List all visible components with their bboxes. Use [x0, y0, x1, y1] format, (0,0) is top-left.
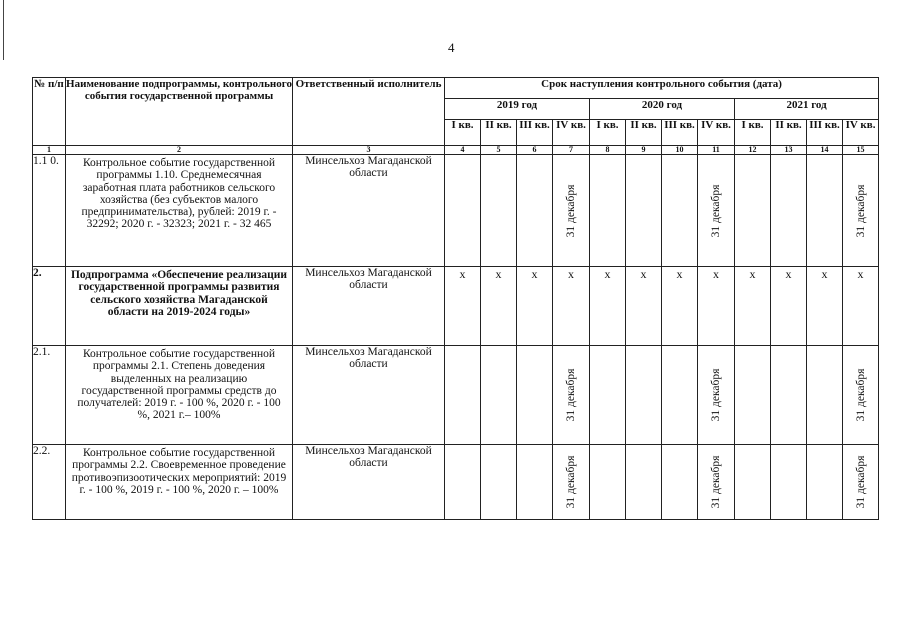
- column-number: 9: [626, 146, 662, 155]
- quarter-cell: [445, 346, 481, 445]
- header-quarter: III кв.: [517, 120, 553, 146]
- date-label: 31 декабря: [710, 455, 722, 509]
- date-label: 31 декабря: [854, 368, 867, 422]
- quarter-cell: [698, 445, 735, 520]
- table-row: [33, 155, 879, 267]
- scan-edge-line: [3, 0, 4, 60]
- quarter-cell: [843, 445, 879, 520]
- quarter-cell: х: [553, 267, 590, 346]
- header-executor: Ответственный исполнитель: [293, 78, 445, 146]
- quarter-cell: [771, 346, 807, 445]
- header-quarter: III кв.: [662, 120, 698, 146]
- header-name: Наименование подпрограммы, контрольного события государственной программы: [66, 78, 293, 146]
- header-quarter: IV кв.: [698, 120, 735, 146]
- header-quarter: I кв.: [590, 120, 626, 146]
- column-number: 12: [735, 146, 771, 155]
- header-term: Срок наступления контрольного события (дата): [445, 78, 879, 99]
- column-number: 2: [66, 146, 293, 155]
- column-number: 13: [771, 146, 807, 155]
- row-name: Контрольное событие государственной программы 1.10. Среднемесячная заработная плата работников сельского хозяйства (без субъектов малого предпринимательства), рублей: 2019 г. - 32292; 2020 г. - 32323; 2021 г. - 32 465: [66, 155, 293, 267]
- column-number: 3: [293, 146, 445, 155]
- date-label: 31 декабря: [565, 368, 577, 422]
- header-quarter: I кв.: [445, 120, 481, 146]
- header-year-2020: 2020 год: [590, 99, 735, 120]
- header-quarter: III кв.: [807, 120, 843, 146]
- quarter-cell: [698, 346, 735, 445]
- quarter-cell: [626, 445, 662, 520]
- quarter-cell: [553, 155, 590, 267]
- column-number: 5: [481, 146, 517, 155]
- quarter-cell: [662, 155, 698, 267]
- quarter-cell: [735, 445, 771, 520]
- header-year-2021: 2021 год: [735, 99, 879, 120]
- row-name: Контрольное событие государственной программы 2.1. Степень доведения выделенных на реализацию государственной программы средств до получателей: 2019 г. - 100 %, 2020 г. - 100 %, 2021 г.– 100%: [66, 346, 293, 445]
- quarter-cell: [626, 346, 662, 445]
- column-number: 11: [698, 146, 735, 155]
- header-quarter: II кв.: [626, 120, 662, 146]
- date-label: 31 декабря: [565, 455, 577, 509]
- quarter-cell: [553, 346, 590, 445]
- row-executor: Минсельхоз Магаданской области: [293, 267, 445, 346]
- quarter-cell: [517, 155, 553, 267]
- quarter-cell: х: [590, 267, 626, 346]
- row-executor: Минсельхоз Магаданской области: [293, 445, 445, 520]
- header-quarter: I кв.: [735, 120, 771, 146]
- quarter-cell: [481, 155, 517, 267]
- column-number: 1: [33, 146, 66, 155]
- quarter-cell: х: [662, 267, 698, 346]
- quarter-cell: х: [735, 267, 771, 346]
- quarter-cell: [445, 445, 481, 520]
- control-events-table: [32, 77, 879, 520]
- column-number: 15: [843, 146, 879, 155]
- header-quarter: IV кв.: [553, 120, 590, 146]
- column-number: 14: [807, 146, 843, 155]
- quarter-cell: [590, 445, 626, 520]
- quarter-cell: [771, 155, 807, 267]
- row-name: Контрольное событие государственной программы 2.2. Своевременное проведение противоэпизоотических мероприятий: 2019 г. - 100 %, 2019 г. - 100 %, 2020 г. – 100%: [66, 445, 293, 520]
- quarter-cell: х: [698, 267, 735, 346]
- row-number: 2.: [33, 267, 66, 346]
- date-label: 31 декабря: [710, 184, 722, 237]
- quarter-cell: х: [517, 267, 553, 346]
- quarter-cell: [807, 155, 843, 267]
- column-number: 4: [445, 146, 481, 155]
- quarter-cell: [662, 346, 698, 445]
- column-number: 6: [517, 146, 553, 155]
- quarter-cell: [735, 155, 771, 267]
- quarter-cell: [590, 155, 626, 267]
- quarter-cell: [590, 346, 626, 445]
- quarter-cell: [807, 445, 843, 520]
- header-quarter: II кв.: [481, 120, 517, 146]
- quarter-cell: х: [445, 267, 481, 346]
- row-number: 2.2.: [33, 445, 66, 520]
- table-row: [33, 267, 879, 346]
- quarter-cell: [662, 445, 698, 520]
- date-label: 31 декабря: [710, 368, 722, 422]
- header-year-2019: 2019 год: [445, 99, 590, 120]
- page-number: 4: [448, 40, 455, 55]
- header-num: № п/п: [33, 78, 66, 146]
- column-number: 10: [662, 146, 698, 155]
- quarter-cell: х: [481, 267, 517, 346]
- quarter-cell: [843, 346, 879, 445]
- quarter-cell: [735, 346, 771, 445]
- header-quarter: IV кв.: [843, 120, 879, 146]
- quarter-cell: [626, 155, 662, 267]
- date-label: 31 декабря: [854, 455, 867, 509]
- quarter-cell: [445, 155, 481, 267]
- row-executor: Минсельхоз Магаданской области: [293, 346, 445, 445]
- quarter-cell: х: [807, 267, 843, 346]
- column-number: 8: [590, 146, 626, 155]
- quarter-cell: х: [771, 267, 807, 346]
- quarter-cell: [698, 155, 735, 267]
- date-label: 31 декабря: [854, 184, 867, 237]
- quarter-cell: [807, 346, 843, 445]
- row-number: 2.1.: [33, 346, 66, 445]
- column-number: 7: [553, 146, 590, 155]
- quarter-cell: [843, 155, 879, 267]
- row-name: Подпрограмма «Обеспечение реализации государственной программы развития сельского хозяйства Магаданской области на 2019-2024 годы»: [66, 267, 293, 346]
- row-executor: Минсельхоз Магаданской области: [293, 155, 445, 267]
- date-label: 31 декабря: [565, 184, 577, 237]
- quarter-cell: [771, 445, 807, 520]
- header-quarter: II кв.: [771, 120, 807, 146]
- row-number: 1.1 0.: [33, 155, 66, 267]
- table-row: [33, 346, 879, 445]
- quarter-cell: [517, 445, 553, 520]
- quarter-cell: [481, 445, 517, 520]
- quarter-cell: [517, 346, 553, 445]
- table-row: [33, 445, 879, 520]
- quarter-cell: х: [626, 267, 662, 346]
- quarter-cell: х: [843, 267, 879, 346]
- quarter-cell: [481, 346, 517, 445]
- quarter-cell: [553, 445, 590, 520]
